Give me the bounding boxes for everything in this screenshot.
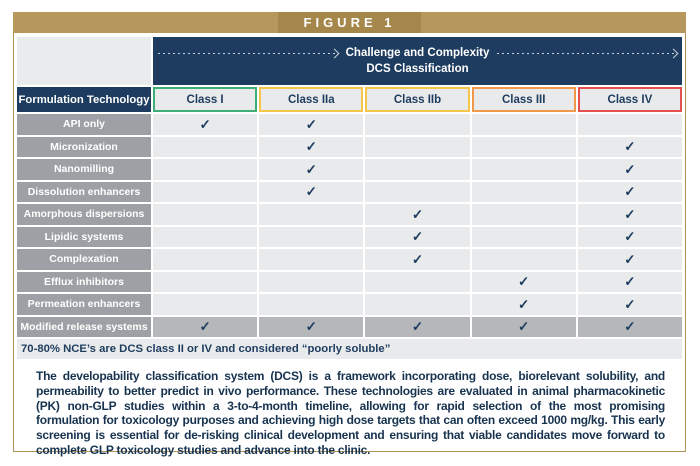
check-cell — [472, 159, 576, 180]
formulation-technology-header: Formulation Technology — [17, 87, 151, 112]
class-header: Class III — [472, 87, 576, 112]
check-cell — [472, 249, 576, 270]
check-cell: ✓ — [578, 182, 682, 203]
check-cell — [153, 294, 257, 315]
check-cell: ✓ — [578, 204, 682, 225]
class-header: Class IIb — [365, 87, 469, 112]
class-header: Class I — [153, 87, 257, 112]
challenge-line — [158, 47, 677, 59]
caption-paragraph: The developability classification system (DCS) is a framework incorporating dose, biorelevant solubility, and permeability to better predict in vivo performance. These technologies are evaluated in animal pharmacokinetic (PK) non-GLP studies within a 3-to-4-month timeline, allowing for rapid selection of the most promising formulation for toxicology purposes and achieving high dose targets that can often exceed 1000 mg/kg. This early screening is essential for de-risking clinical development and ensuring that viable candidates move forward to complete GLP toxicology studies and advance into the clinic. — [36, 369, 665, 457]
check-cell — [153, 227, 257, 248]
check-cell: ✓ — [365, 227, 469, 248]
check-cell: ✓ — [259, 159, 363, 180]
check-cell: ✓ — [472, 317, 576, 338]
row-label: Efflux inhibitors — [17, 272, 151, 293]
dcs-band — [153, 37, 682, 85]
check-cell — [472, 137, 576, 158]
band-row — [17, 37, 682, 85]
check-cell — [472, 182, 576, 203]
check-cell: ✓ — [153, 317, 257, 338]
check-cell — [259, 204, 363, 225]
row-label: Modified release systems — [17, 317, 151, 338]
table-row — [17, 204, 682, 225]
check-cell: ✓ — [153, 114, 257, 135]
check-cell: ✓ — [578, 317, 682, 338]
check-cell: ✓ — [259, 114, 363, 135]
check-cell — [365, 182, 469, 203]
row-label: API only — [17, 114, 151, 135]
header-row — [17, 87, 682, 112]
check-cell — [153, 204, 257, 225]
row-label: Lipidic systems — [17, 227, 151, 248]
check-cell — [153, 159, 257, 180]
figure-title-bar — [13, 12, 686, 33]
check-cell: ✓ — [259, 182, 363, 203]
check-cell — [259, 294, 363, 315]
table-row — [17, 294, 682, 315]
check-cell — [472, 204, 576, 225]
table-row — [17, 227, 682, 248]
check-cell — [365, 114, 469, 135]
dashed-arrow-right-icon — [497, 50, 677, 57]
check-cell: ✓ — [578, 294, 682, 315]
check-cell — [153, 182, 257, 203]
check-cell — [365, 137, 469, 158]
check-cell — [578, 114, 682, 135]
table-row — [17, 114, 682, 135]
check-cell: ✓ — [365, 317, 469, 338]
check-cell — [259, 249, 363, 270]
check-cell: ✓ — [578, 249, 682, 270]
dashed-arrow-left-icon — [158, 50, 338, 57]
check-cell — [259, 272, 363, 293]
check-cell: ✓ — [578, 137, 682, 158]
class-header: Class IIa — [259, 87, 363, 112]
check-cell — [365, 272, 469, 293]
row-label: Micronization — [17, 137, 151, 158]
row-label: Dissolution enhancers — [17, 182, 151, 203]
challenge-label: Challenge and Complexity — [345, 47, 490, 59]
check-cell: ✓ — [259, 137, 363, 158]
check-cell: ✓ — [259, 317, 363, 338]
table-area — [14, 33, 685, 359]
row-label: Permeation enhancers — [17, 294, 151, 315]
class-header: Class IV — [578, 87, 682, 112]
figure-title-box — [278, 12, 422, 33]
check-cell — [259, 227, 363, 248]
check-cell — [365, 159, 469, 180]
table-row — [17, 272, 682, 293]
check-cell: ✓ — [472, 272, 576, 293]
row-label: Complexation — [17, 249, 151, 270]
check-cell: ✓ — [365, 204, 469, 225]
dcs-classification-label: DCS Classification — [366, 63, 469, 75]
check-cell — [153, 137, 257, 158]
table-row — [17, 317, 682, 338]
corner-empty-cell — [17, 37, 151, 85]
check-cell — [472, 114, 576, 135]
check-cell: ✓ — [578, 272, 682, 293]
check-cell: ✓ — [472, 294, 576, 315]
row-label: Amorphous dispersions — [17, 204, 151, 225]
table-row — [17, 137, 682, 158]
check-cell — [153, 249, 257, 270]
figure-container — [13, 12, 686, 457]
check-cell — [365, 294, 469, 315]
check-cell: ✓ — [578, 227, 682, 248]
check-cell: ✓ — [365, 249, 469, 270]
note-strip: 70-80% NCE’s are DCS class II or IV and considered “poorly soluble” — [17, 339, 682, 359]
table-row — [17, 182, 682, 203]
matrix-rows — [17, 114, 682, 337]
row-label: Nanomilling — [17, 159, 151, 180]
table-row — [17, 249, 682, 270]
check-cell: ✓ — [578, 159, 682, 180]
check-cell — [153, 272, 257, 293]
table-row — [17, 159, 682, 180]
check-cell — [472, 227, 576, 248]
figure-title: FIGURE 1 — [303, 15, 396, 30]
